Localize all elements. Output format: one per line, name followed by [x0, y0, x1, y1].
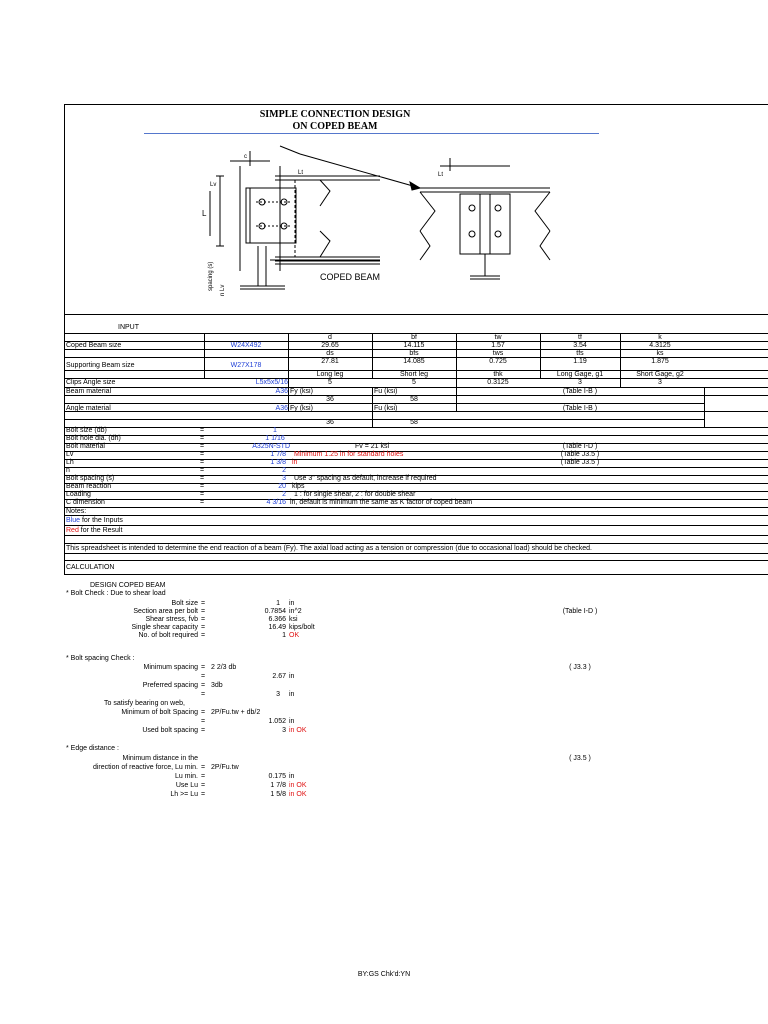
row-label: Bolt size (db)	[66, 427, 107, 434]
row-note: 1 : for single shear, 2 : for double shear	[294, 491, 416, 498]
row-ref: (Table J3.5 )	[560, 459, 600, 466]
calc-eq: =	[201, 709, 206, 716]
min-spacing-ref: ( J3.3 )	[569, 664, 591, 671]
row-ref: (Table I-D )	[562, 443, 598, 450]
clips-g2: 3	[658, 379, 662, 386]
row-label: Bolt spacing (s)	[66, 475, 115, 482]
notes-red-line	[66, 527, 122, 535]
row-note: Fv = 21 ksi	[355, 443, 390, 450]
row-note: Use 3" spacing as default, increase if required	[294, 475, 437, 482]
calc-unit: in^2	[289, 608, 302, 615]
calc-unit: kips/bolt	[289, 624, 315, 631]
calc-heading: CALCULATION	[66, 564, 115, 571]
n-lv-label: n Lv	[220, 284, 226, 296]
row-label: Beam reaction	[66, 483, 112, 490]
grid-line	[64, 553, 768, 554]
row-label: C dimension	[66, 499, 105, 506]
hdr-k: k	[658, 334, 662, 341]
grid-line	[64, 543, 768, 544]
grid-vline	[704, 387, 705, 427]
title-underline	[144, 133, 599, 134]
beam-mat-label: Beam material	[66, 388, 112, 395]
hdr-tf: tf	[578, 334, 582, 341]
supporting-tw: 0.725	[489, 358, 507, 365]
title-line2: ON COPED BEAM	[292, 121, 378, 132]
notes-text: This spreadsheet is intended to determine the end reaction of a beam (Fy). The axial load acting as a tension or compression (due to occasional load) should be checked.	[66, 545, 592, 552]
lh-input[interactable]: 1 3/8	[270, 459, 286, 466]
calc-unit: in	[289, 691, 295, 698]
calc-eq: =	[201, 764, 206, 771]
calc-eq: =	[201, 600, 206, 607]
row-label: Bolt hole dia. (dh)	[66, 435, 121, 442]
red-word: Red	[66, 527, 79, 534]
title-line1: SIMPLE CONNECTION DESIGN	[259, 109, 411, 120]
calc-unit: in	[289, 673, 295, 680]
coped-label: Coped Beam size	[66, 342, 122, 349]
grid-line	[64, 435, 768, 436]
coped-bf: 14.115	[403, 342, 425, 349]
supporting-tf: 1.19	[573, 358, 587, 365]
supporting-label: Supporting Beam size	[66, 362, 135, 369]
grid-line	[64, 451, 768, 452]
grid-line	[64, 459, 768, 460]
supporting-bf: 14.085	[403, 358, 425, 365]
min-spacing-label: Minimum spacing	[143, 664, 198, 671]
edge-ref: ( J3.5 )	[569, 755, 591, 762]
footer-signature: BY:GS Chk'd:YN	[357, 971, 411, 978]
min-bolt-spacing-value: 1.052	[268, 718, 286, 725]
calc-eq: =	[201, 624, 206, 631]
spacing-input[interactable]: 3	[282, 475, 286, 482]
row-label: Lv	[66, 451, 74, 458]
beam-fy-value: 36	[326, 396, 334, 403]
row-eq: =	[200, 499, 205, 506]
calc-eq: =	[201, 608, 206, 615]
calc-value: 16.49	[268, 624, 286, 631]
calc-value: 1	[282, 632, 286, 639]
lv-input[interactable]: 1 7/8	[270, 451, 286, 458]
lu-min-value: 0.175	[268, 773, 286, 780]
use-lu-result: in OK	[289, 782, 307, 789]
coped-tw: 1.57	[491, 342, 505, 349]
hdr2-tw: tws	[492, 350, 504, 357]
grid-line	[64, 525, 768, 526]
hdr2-bf: bfs	[409, 350, 419, 357]
angle-fu-label: Fu (ksi)	[374, 405, 398, 412]
row-label: Lh	[66, 459, 74, 466]
calc-result: OK	[289, 632, 300, 639]
row-note: Minimum 1.25 in for standard holes	[294, 451, 404, 458]
row-note: kips	[292, 483, 305, 490]
beam-fu-value: 58	[410, 396, 418, 403]
beam-fy-label: Fy (ksi)	[290, 388, 313, 395]
calc-unit: in	[289, 718, 295, 725]
use-lu-label: Use Lu	[175, 782, 198, 789]
pref-spacing-value: 3	[276, 691, 280, 698]
pref-spacing-expr: 3db	[211, 682, 223, 689]
lv-label: Lv	[210, 182, 217, 188]
bolt-size-input[interactable]: 1	[273, 427, 277, 434]
beam-mat-input[interactable]: A36	[275, 388, 288, 395]
grid-vline	[204, 333, 205, 378]
used-spacing-result: in OK	[289, 727, 307, 734]
grid-line	[64, 574, 768, 575]
calc-eq: =	[201, 782, 206, 789]
bolt-spacing-heading: * Bolt spacing Check :	[66, 655, 135, 662]
lu-min-label: Lu min.	[175, 773, 198, 780]
grid-line	[64, 427, 768, 428]
row-eq: =	[200, 427, 205, 434]
loading-input[interactable]: 2	[282, 491, 286, 498]
min-bolt-spacing-expr: 2P/Fu.tw + db/2	[211, 709, 261, 716]
c-dimension-input[interactable]: 4 3/16	[266, 499, 286, 506]
calc-label: Single shear capacity	[131, 624, 198, 631]
blue-text: for the Inputs	[80, 517, 123, 524]
bolt-hole-input[interactable]: 1 1/16	[265, 435, 285, 442]
hdr-d: d	[328, 334, 332, 341]
row-eq: =	[200, 491, 205, 498]
hdr2-k: ks	[656, 350, 664, 357]
angle-fu-value: 58	[410, 419, 418, 426]
hdr2-tf: tfs	[576, 350, 584, 357]
grid-line	[64, 467, 768, 468]
lh-check-value: 1 5/8	[270, 791, 286, 798]
angle-fy-value: 36	[326, 419, 334, 426]
l-label: L	[202, 209, 207, 218]
calc-value: 6.366	[268, 616, 286, 623]
hdr3-thk: thk	[493, 371, 503, 378]
supporting-d: 27.81	[321, 358, 339, 365]
row-eq: =	[200, 435, 205, 442]
calc-eq: =	[201, 773, 206, 780]
grid-line	[64, 560, 768, 561]
notes-label: Notes:	[66, 508, 87, 515]
calc-unit: in	[289, 600, 295, 607]
grid-line	[64, 515, 768, 516]
row-label: n	[66, 467, 70, 474]
coped-d: 29.65	[321, 342, 339, 349]
clips-thk: 0.3125	[487, 379, 509, 386]
used-spacing-value: 3	[282, 727, 286, 734]
grid-line	[64, 387, 768, 388]
angle-mat-ref: (Table I-B )	[562, 405, 598, 412]
clips-long: 5	[328, 379, 332, 386]
lt-label-right: Lt	[438, 172, 444, 178]
beam-fu-label: Fu (ksi)	[374, 388, 398, 395]
figure-divider	[64, 314, 768, 315]
hdr-bf: bf	[411, 334, 417, 341]
calc-value: 0.7854	[264, 608, 286, 615]
coped-beam-figure	[180, 136, 580, 306]
grid-line	[64, 483, 768, 484]
hdr3-long-leg: Long leg	[316, 371, 344, 378]
n-input[interactable]: 2	[282, 467, 286, 474]
grid-line	[64, 491, 768, 492]
edge-expr: 2P/Fu.tw	[211, 764, 239, 771]
row-eq: =	[200, 451, 205, 458]
calc-subheading: DESIGN COPED BEAM	[90, 582, 166, 589]
calc-label: No. of bolt required	[138, 632, 198, 639]
coped-size-input[interactable]: W24X492	[230, 342, 262, 349]
edge-direction-label: direction of reactive force, Lu min.	[92, 764, 198, 771]
calc-eq: =	[201, 664, 206, 671]
reaction-input[interactable]: 20	[278, 483, 286, 490]
use-lu-value: 1 7/8	[270, 782, 286, 789]
row-note: in, default is minimum the same as K factor of coped beam	[290, 499, 473, 506]
edge-min-label: Minimum distance in the	[122, 755, 198, 762]
spacing-label: spacing (s)	[208, 261, 214, 291]
notes-blue-line	[66, 517, 123, 525]
clips-label: Clips Angle size	[66, 379, 116, 386]
row-label: Loading	[66, 491, 91, 498]
calc-eq: =	[201, 682, 206, 689]
hdr-tw: tw	[494, 334, 502, 341]
grid-line	[64, 443, 768, 444]
coped-k: 4.3125	[649, 342, 671, 349]
input-heading: INPUT	[118, 324, 139, 331]
clips-g1: 3	[578, 379, 582, 386]
c-label: c	[244, 154, 247, 160]
blue-word: Blue	[66, 517, 81, 524]
pref-spacing-label: Preferred spacing	[142, 682, 198, 689]
angle-mat-label: Angle material	[66, 405, 111, 412]
lt-label-left: Lt	[298, 170, 304, 176]
row-label: Bolt material	[66, 443, 105, 450]
beam-mat-ref: (Table I-B )	[562, 388, 598, 395]
row-note: in	[292, 459, 298, 466]
calc-eq: =	[201, 616, 206, 623]
row-eq: =	[200, 467, 205, 474]
clips-size-input[interactable]: L5x5x5/16	[255, 379, 288, 386]
calc-eq: =	[201, 673, 206, 680]
grid-line	[64, 535, 768, 536]
calc-eq: =	[201, 791, 206, 798]
hdr2-d: ds	[326, 350, 334, 357]
min-bolt-spacing-label: Minimum of bolt Spacing	[121, 709, 198, 716]
clips-short: 5	[412, 379, 416, 386]
calc-unit: ksi	[289, 616, 298, 623]
supporting-size-input[interactable]: W27X178	[230, 362, 262, 369]
hdr3-short-gage: Short Gage, g2	[636, 371, 684, 378]
angle-mat-input[interactable]: A36	[275, 405, 288, 412]
calc-eq: =	[201, 718, 206, 725]
lh-check-result: in OK	[289, 791, 307, 798]
bolt-material-input[interactable]: A325N-STD	[252, 443, 290, 450]
used-spacing-label: Used bolt spacing	[142, 727, 198, 734]
calc-value: 1	[276, 600, 280, 607]
hdr3-short-leg: Short leg	[399, 371, 429, 378]
row-eq: =	[200, 475, 205, 482]
calc-label: Shear stress, fvb	[145, 616, 198, 623]
red-text: for the Result	[78, 527, 123, 534]
grid-line	[64, 411, 768, 412]
min-spacing-expr: 2 2/3 db	[211, 664, 237, 671]
row-ref: (Table J3.5 )	[560, 451, 600, 458]
row-eq: =	[200, 483, 205, 490]
calc-label: Bolt size	[171, 600, 198, 607]
calc-eq: =	[201, 632, 206, 639]
calc-eq: =	[201, 691, 206, 698]
lh-check-label: Lh >= Lu	[170, 791, 198, 798]
supporting-k: 1.875	[651, 358, 669, 365]
calc-ref: (Table I-D )	[562, 608, 598, 615]
hdr3-long-gage: Long Gage, g1	[556, 371, 604, 378]
row-eq: =	[200, 443, 205, 450]
min-spacing-value: 2.67	[272, 673, 286, 680]
grid-line	[64, 507, 768, 508]
angle-fy-label: Fy (ksi)	[290, 405, 313, 412]
coped-beam-label: COPED BEAM	[320, 272, 381, 282]
bolt-check-heading: * Bolt Check : Due to shear load	[66, 590, 166, 597]
bearing-label: To satisfy bearing on web,	[104, 700, 185, 707]
row-eq: =	[200, 459, 205, 466]
calc-label: Section area per bolt	[133, 608, 198, 615]
calc-unit: in	[289, 773, 295, 780]
calc-eq: =	[201, 727, 206, 734]
edge-distance-heading: * Edge distance :	[66, 745, 119, 752]
coped-tf: 3.54	[573, 342, 587, 349]
